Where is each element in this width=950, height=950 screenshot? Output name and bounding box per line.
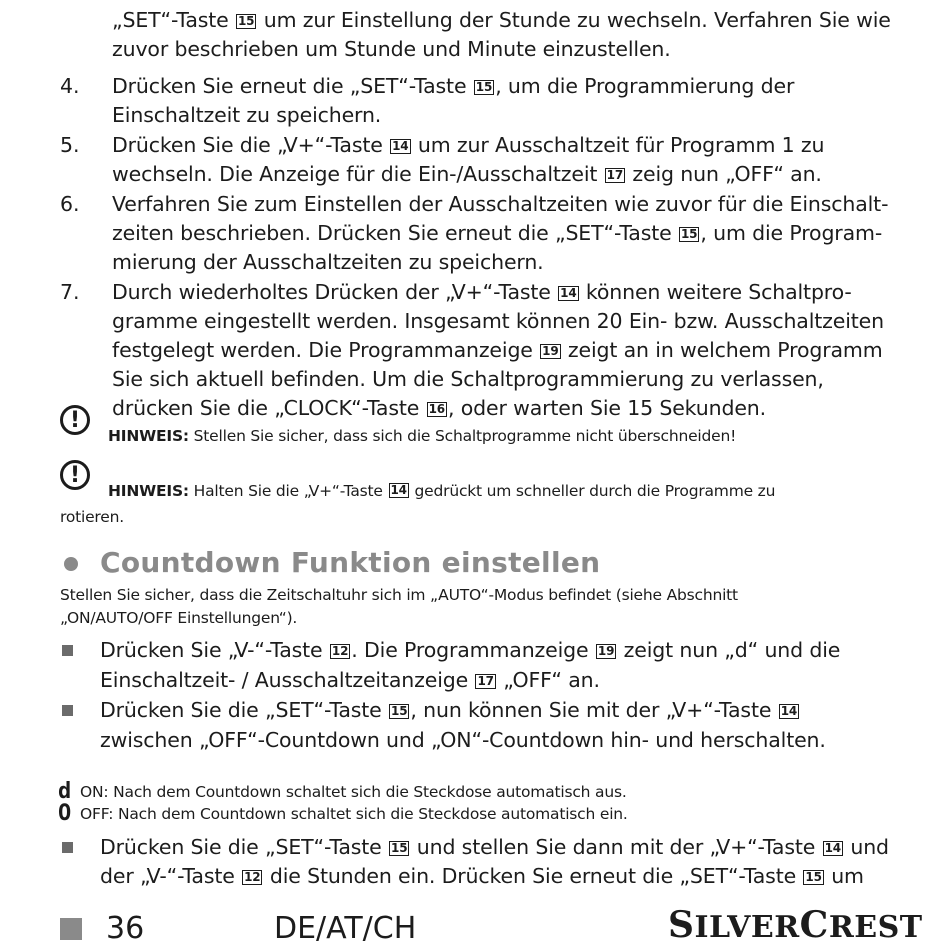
key-reference: 12	[331, 644, 349, 658]
text-line: Drücken Sie erneut die „SET“-Taste 15 , um die Programmierung der	[112, 74, 795, 98]
key-reference: 19	[542, 344, 559, 358]
text-line: Drücken Sie die „V+“-Taste 14 um zur Ausschaltzeit für Programm 1 zu	[112, 133, 825, 157]
legend-line: OFF: Nach dem Countdown schaltet sich die Steckdose automatisch ein.	[80, 805, 628, 823]
step-number: 4.	[60, 74, 80, 98]
countdown-off-icon: O	[58, 801, 72, 826]
list-bullet	[62, 842, 73, 853]
step-number: 5.	[60, 133, 80, 157]
text-line: Einschaltzeit- / Ausschaltzeitanzeige 17 „OFF“ an.	[100, 668, 600, 692]
key-reference: 12	[244, 870, 261, 884]
list-bullet	[62, 705, 73, 716]
key-reference: 15	[391, 704, 408, 718]
key-reference: 14	[392, 139, 409, 153]
text-line: Drücken Sie die „SET“-Taste 15 und stellen Sie dann mit der „V+“-Taste 14 und	[100, 835, 889, 859]
text-line: „SET“-Taste 15 um zur Einstellung der Stunde zu wechseln. Verfahren Sie wie	[112, 8, 891, 32]
text-line: zeiten beschrieben. Drücken Sie erneut die „SET“-Taste 15 , um die Program-	[112, 221, 883, 245]
text-line: drücken Sie die „CLOCK“-Taste 16 , oder warten Sie 15 Sekunden.	[112, 396, 766, 420]
text-line: Durch wiederholtes Drücken der „V+“-Taste 14 können weitere Schaltpro-	[112, 280, 852, 304]
hint-line: rotieren.	[60, 508, 124, 526]
key-reference: 17	[606, 168, 624, 182]
hint-line: HINWEIS: Halten Sie die „V+“-Taste 14 gedrückt um schneller durch die Programme zu	[108, 482, 776, 500]
brand-logo: SILVERCREST	[668, 904, 923, 946]
text-line: zuvor beschrieben um Stunde und Minute einzustellen.	[112, 37, 671, 61]
warning-icon: !	[60, 405, 90, 435]
key-reference: 15	[391, 841, 408, 855]
key-reference: 16	[428, 402, 445, 416]
key-reference: 19	[597, 644, 615, 658]
warning-icon: !	[60, 460, 90, 490]
countdown-on-icon: d	[58, 779, 72, 804]
language-codes: DE/AT/CH	[274, 911, 417, 946]
key-reference: 15	[805, 870, 822, 884]
page-number: 36	[106, 911, 145, 946]
footer-marker	[60, 918, 82, 940]
intro-line: „ON/AUTO/OFF Einstellungen“).	[60, 609, 298, 627]
text-line: Drücken Sie die „SET“-Taste 15 , nun können Sie mit der „V+“-Taste 14	[100, 698, 798, 722]
list-bullet	[62, 645, 73, 656]
legend-line: ON: Nach dem Countdown schaltet sich die Steckdose automatisch aus.	[80, 783, 627, 801]
step-number: 6.	[60, 192, 80, 216]
key-reference: 14	[560, 286, 577, 300]
step-number: 7.	[60, 280, 80, 304]
section-heading: Countdown Funktion einstellen	[100, 546, 601, 579]
text-line: Sie sich aktuell befinden. Um die Schaltprogrammierung zu verlassen,	[112, 367, 824, 391]
key-reference: 17	[477, 674, 494, 688]
key-reference: 15	[680, 227, 698, 241]
text-line: zwischen „OFF“-Countdown und „ON“-Countdown hin- und herschalten.	[100, 728, 826, 752]
hint-line: HINWEIS: Stellen Sie sicher, dass sich die Schaltprogramme nicht überschneiden!	[108, 427, 737, 445]
intro-line: Stellen Sie sicher, dass die Zeitschaltuhr sich im „AUTO“-Modus befindet (siehe Abschnitt	[60, 586, 738, 604]
text-line: Verfahren Sie zum Einstellen der Ausschaltzeiten wie zuvor für die Einschalt-	[112, 192, 889, 216]
heading-bullet	[64, 557, 78, 571]
key-reference: 14	[780, 704, 798, 718]
text-line: gramme eingestellt werden. Insgesamt können 20 Ein- bzw. Ausschaltzeiten	[112, 309, 884, 333]
text-line: wechseln. Die Anzeige für die Ein-/Ausschaltzeit 17 zeig nun „OFF“ an.	[112, 162, 822, 186]
text-line: mierung der Ausschaltzeiten zu speichern.	[112, 250, 544, 274]
text-line: festgelegt werden. Die Programmanzeige 19 zeigt an in welchem Programm	[112, 338, 883, 362]
key-reference: 15	[475, 80, 493, 94]
key-reference: 15	[237, 14, 255, 28]
text-line: der „V-“-Taste 12 die Stunden ein. Drücken Sie erneut die „SET“-Taste 15 um	[100, 864, 864, 888]
text-line: Drücken Sie „V-“-Taste 12 . Die Programmanzeige 19 zeigt nun „d“ und die	[100, 638, 841, 662]
key-reference: 14	[390, 483, 407, 497]
key-reference: 14	[824, 841, 841, 855]
text-line: Einschaltzeit zu speichern.	[112, 103, 382, 127]
